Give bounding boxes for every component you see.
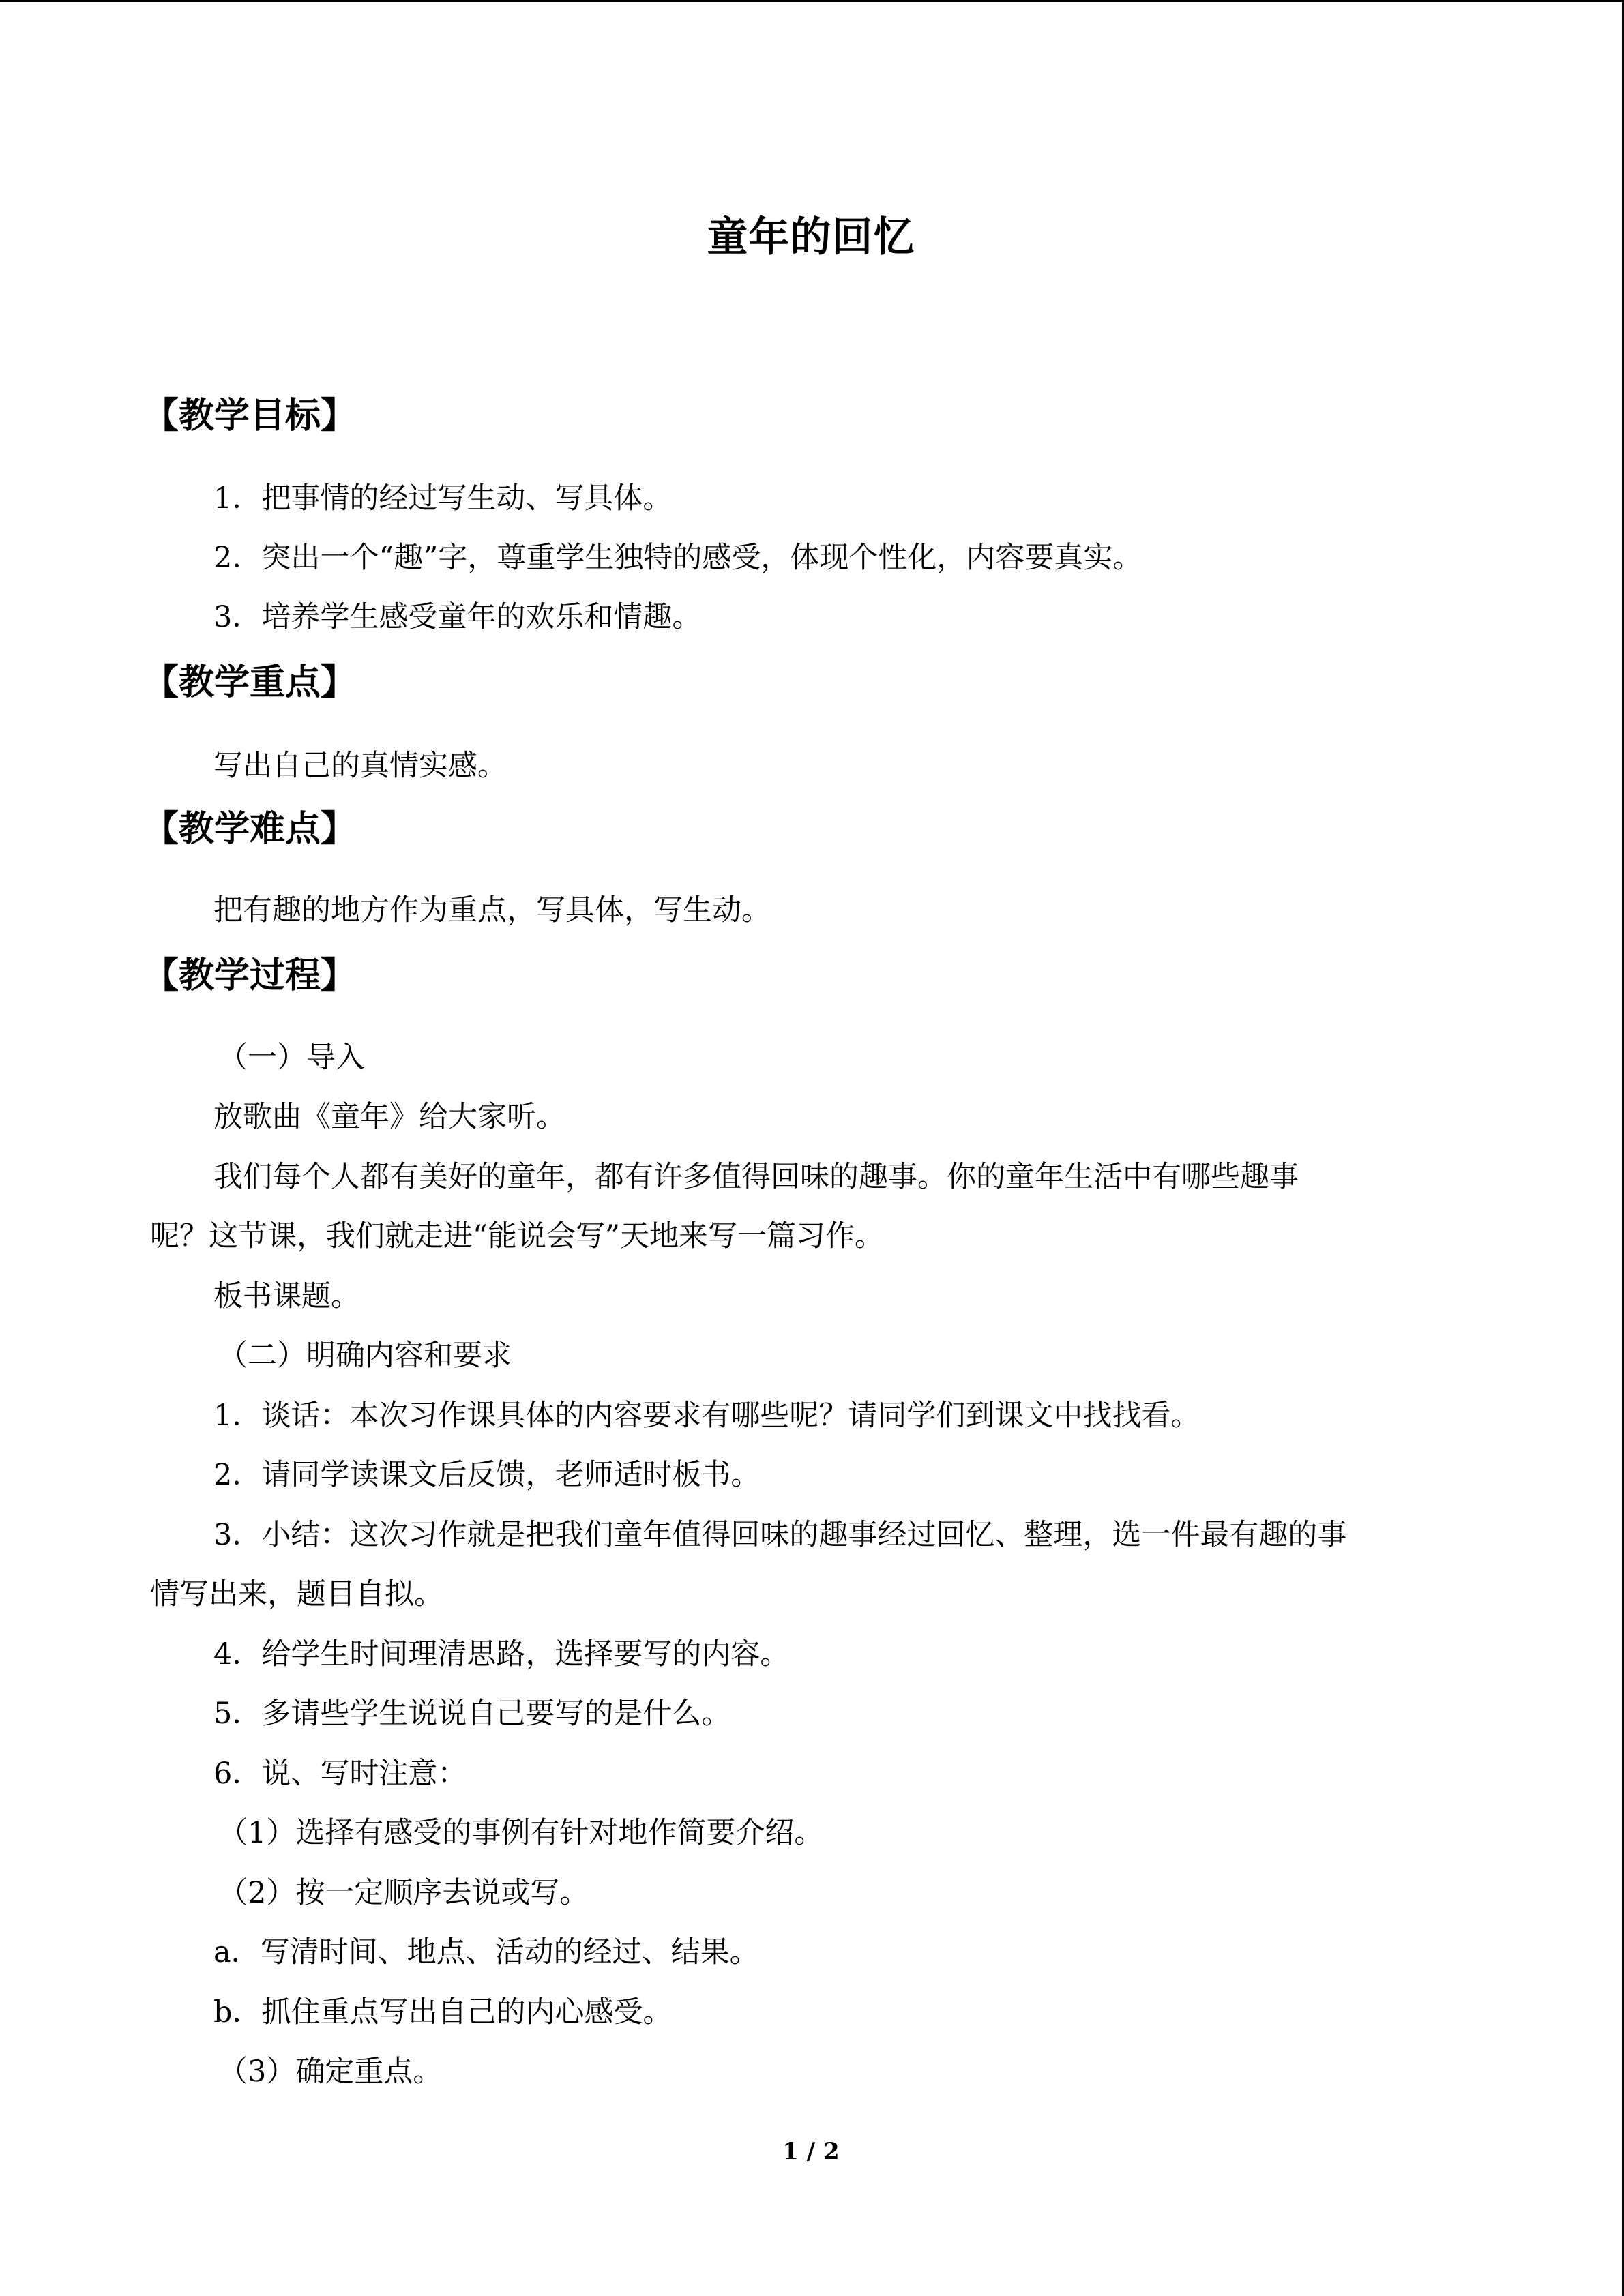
process-paragraph: 我们每个人都有美好的童年，都有许多值得回味的趣事。你的童年生活中有哪些趣事 [213, 1160, 1299, 1194]
document-title: 童年的回忆 [707, 213, 915, 261]
process-item-1: 1．谈话：本次习作课具体的内容要求有哪些呢？请同学们到课文中找找看。 [213, 1399, 1200, 1433]
process-subitem-3: （3）确定重点。 [218, 2055, 443, 2089]
section-heading-goals: 【教学目标】 [143, 396, 357, 436]
process-subitem-2: （2）按一定顺序去说或写。 [218, 1876, 589, 1910]
process-item-2: 2．请同学读课文后反馈，老师适时板书。 [213, 1458, 761, 1492]
process-item-3-continued: 情写出来，题目自拟。 [150, 1577, 443, 1611]
goal-item-2: 2．突出一个“趣”字，尊重学生独特的感受，体现个性化，内容要真实。 [213, 541, 1142, 575]
process-subitem-2a: a．写清时间、地点、活动的经过、结果。 [213, 1935, 759, 1969]
process-paragraph: 板书课题。 [213, 1279, 360, 1313]
page-number: 1 / 2 [782, 2138, 840, 2165]
process-item-6: 6．说、写时注意： [213, 1757, 467, 1791]
process-requirements-heading: （二）明确内容和要求 [218, 1339, 512, 1373]
process-paragraph-continued: 呢？这节课，我们就走进“能说会写”天地来写一篇习作。 [150, 1219, 884, 1253]
process-intro-heading: （一）导入 [218, 1041, 365, 1075]
process-item-4: 4．给学生时间理清思路，选择要写的内容。 [213, 1637, 790, 1671]
section-heading-key: 【教学重点】 [143, 662, 357, 703]
goal-item-3: 3．培养学生感受童年的欢乐和情趣。 [213, 600, 702, 634]
process-item-5: 5．多请些学生说说自己要写的是什么。 [213, 1697, 731, 1731]
process-item-3: 3．小结：这次习作就是把我们童年值得回味的趣事经过回忆、整理，选一件最有趣的事 [213, 1518, 1347, 1552]
difficulty-text: 把有趣的地方作为重点，写具体，写生动。 [213, 893, 771, 927]
key-text: 写出自己的真情实感。 [213, 749, 507, 783]
process-subitem-1: （1）选择有感受的事例有针对地作简要介绍。 [218, 1816, 824, 1850]
goal-item-1: 1．把事情的经过写生动、写具体。 [213, 481, 673, 516]
section-heading-process: 【教学过程】 [143, 955, 357, 996]
process-paragraph: 放歌曲《童年》给大家听。 [213, 1100, 565, 1134]
section-heading-difficulty: 【教学难点】 [143, 809, 357, 850]
process-subitem-2b: b．抓住重点写出自己的内心感受。 [213, 1995, 673, 2029]
